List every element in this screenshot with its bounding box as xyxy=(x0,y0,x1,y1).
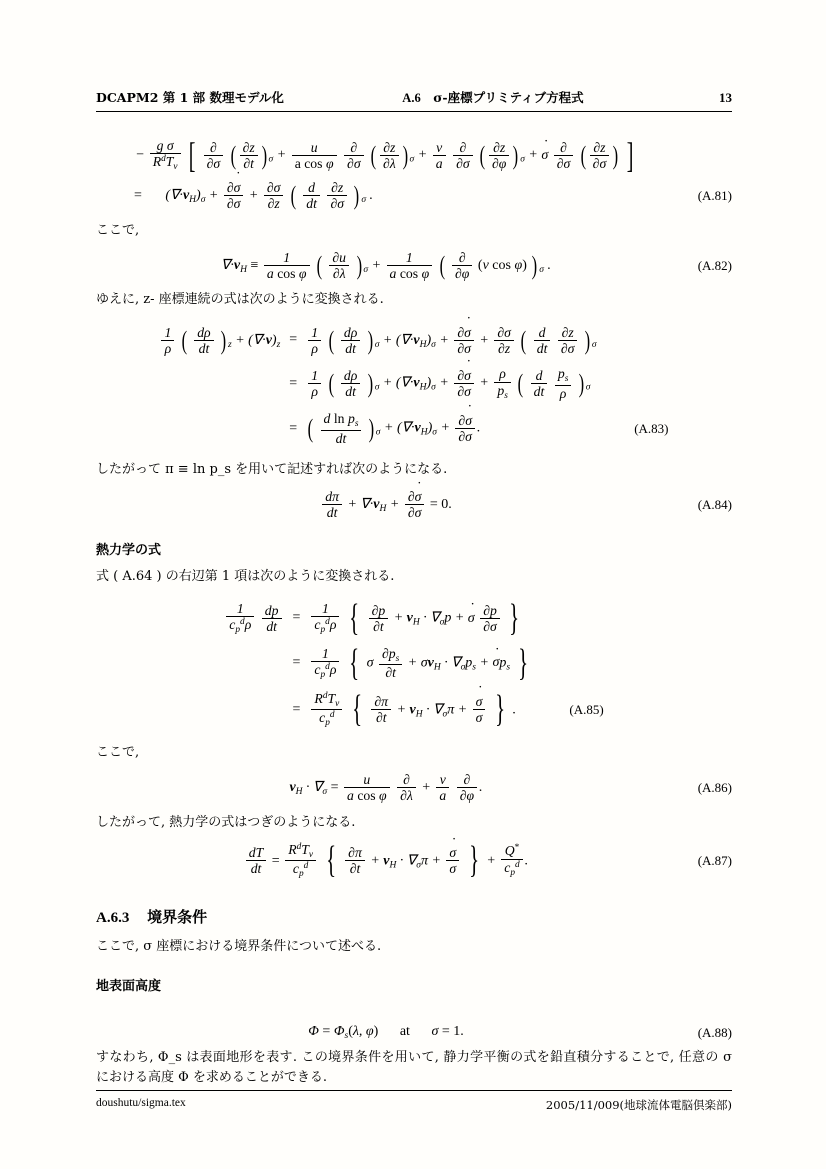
subheading-thermodynamics: 熱力学の式 xyxy=(96,542,162,558)
section-heading-title: 境界条件 xyxy=(147,907,208,926)
equation-tag-a85: (A.85) xyxy=(569,701,604,717)
paragraph-bc-intro: ここで, σ 座標における境界条件について述べる. xyxy=(96,938,382,954)
equation-a88: $\Phi = \Phi_s(\lambda$, φ) at σ = 1. (A.88) xyxy=(308,1024,732,1042)
header-section-title: σ-座標プリミティブ方程式 xyxy=(433,90,584,105)
header-section-number: A.6 xyxy=(402,91,421,105)
subheading-surface-height: 地表面高度 xyxy=(96,979,162,995)
equation-a85-line3: = $\frac{R^dT_v}{c_p^d}$ { $\frac{\partial\pi}{\partial t}$ + $v_H \cdot \nabla_\sigma\pi$ + $\frac{\sigma ˙}{\sigma}$ } . (A.85) xyxy=(224,686,603,734)
equation-tag-a86: (A.86) xyxy=(697,779,732,795)
equation-tag-a88: (A.88) xyxy=(697,1024,732,1040)
equation-tag-a81: (A.81) xyxy=(697,187,732,203)
equation-a81-line1: − $\frac{\text{g σ}}{R^dT_v}$ [ $\frac{\partial}{\partial\sigma}$ ( $\frac{\partial z}{\partial t}$ ) $_\sigma$ + $\frac{u}{\text{a cos φ}}$ $\frac{\partial}{\partial\sigma}$ ( $\frac{\partial z}{\partial\lambda}$ ) $_\sigma$ + $\frac{v}{a}$ $\frac{\partial}{\partial\sigma}$ ( $\frac{\partial z}{\partial\varphi}$ ) $_\sigma$ + σ ˙ $\frac{\partial}{\partial\sigma}$ ( $\frac{\partial z}{\partial\sigma}$ ) ] xyxy=(96,138,732,173)
page-footer xyxy=(96,1090,732,1113)
paragraph-a88-note: すなわち, Φ_s は表面地形を表す. この境界条件を用いて, 静力学平衡の式を鉛直積分することで, 任意の σ における高度 Φ を求めることができる. xyxy=(96,1050,732,1086)
paragraph-thus-thermo: したがって, 熱力学の式はつぎのようになる. xyxy=(96,814,356,830)
equation-tag-blank-2 xyxy=(597,361,669,406)
paragraph-thermo-intro: 式 ( A.64 ) の右辺第 1 項は次のように変換される. xyxy=(96,568,395,584)
equation-a82: $\nabla\cdot v_H$ ≡ $\frac{1}{\text{a cos φ}}$ ( $\frac{\partial u}{\partial\lambda}$ ) $_\sigma$ + $\frac{1}{\text{a cos φ}}$ ( $\frac{\partial}{\partial\varphi}$ (v cos φ) ) $_\sigma$ . (A.82) xyxy=(221,249,732,282)
equation-a81-block xyxy=(96,134,732,212)
equation-a83 xyxy=(159,320,668,451)
equation-tag-a83: (A.83) xyxy=(634,420,669,436)
running-header xyxy=(96,88,732,112)
paragraph-here-2: ここで, xyxy=(96,744,140,760)
page-content xyxy=(96,88,732,1097)
equation-tag-blank-4 xyxy=(532,641,604,686)
equation-tag-a87: (A.87) xyxy=(697,852,732,868)
equation-tag-a82: (A.82) xyxy=(697,257,732,273)
equation-tag-a84: (A.84) xyxy=(697,496,732,512)
section-heading-number: A.6.3 xyxy=(96,909,130,926)
section-heading-a63 xyxy=(96,906,732,927)
equation-a84: $\frac{d\pi}{dt}$ + $\nabla\cdot v_H$ + $\frac{\partial\sigma ˙}{\partial\sigma}$ = 0. (A.84) xyxy=(96,489,732,521)
equation-a83-line2: = $\frac{1}{\rho}$ ( $\frac{d\rho}{dt}$ ) $_\sigma + (\nabla\cdot v_H)_\sigma$ + $\frac{\partial\sigma ˙}{\partial\sigma}$ + $\frac{\rho}{p_s}$ ( $\frac{d}{dt}$ $\frac{p_s}{\rho}$ ) $_\sigma$ xyxy=(159,361,668,406)
paragraph-here-1: ここで, xyxy=(96,222,140,238)
footer-source-file: doushutu/sigma.tex xyxy=(96,1097,186,1109)
equation-tag-blank-3 xyxy=(532,596,604,641)
equation-a81-line2: = $(\nabla\cdot v_H)_\sigma$ + $\frac{\partial\sigma ˙}{\partial\sigma}$ + $\frac{\partial\sigma}{\partial z}$ ( $\frac{d}{dt}$ $\frac{\partial z}{\partial\sigma}$ ) $_\sigma$ . (A.81) xyxy=(96,180,732,212)
equation-a83-line3: = ( $\frac{d \ln p_s}{dt}$ ) $_\sigma + (\nabla\cdot v_H)_\sigma$ + $\frac{\partial\sigma ˙}{\partial\sigma}$ . (A.83) xyxy=(159,406,668,451)
equation-a83-line1: $\frac{1}{\rho}$ ( $\frac{d\rho}{dt}$ ) $_z + (\nabla\cdot v)_z$ = $\frac{1}{\rho}$ ( $\frac{d\rho}{dt}$ ) $_\sigma + (\nabla\cdot v_H)_\sigma$ + $\frac{\partial\sigma ˙}{\partial\sigma}$ + $\frac{\partial\sigma}{\partial z}$ ( $\frac{d}{dt}$ $\frac{\partial z}{\partial\sigma}$ ) $_\sigma$ xyxy=(159,320,668,362)
equation-tag-blank-1 xyxy=(597,320,669,362)
equation-a85 xyxy=(224,596,603,734)
page-number: 13 xyxy=(719,90,732,105)
equation-a85-line1: $\frac{1}{c_p^d\rho}$ $\frac{dp}{dt}$ = $\frac{1}{c_p^d\rho}$ { $\frac{\partial p}{\partial t}$ + $v_H \cdot \nabla_\sigma p + \sigma$ ˙ $\frac{\partial p}{\partial\sigma}$ } xyxy=(224,596,603,641)
paragraph-thus-pi xyxy=(96,460,732,480)
header-left-title: DCAPM2 第 1 部 数理モデル化 xyxy=(96,90,284,105)
equation-a87: $\frac{dT}{dt}$ = $\frac{R^dT_v}{c_p^d}$ { $\frac{\partial\pi}{\partial t}$ + $v_H \cdot \nabla_\sigma\pi$ + $\frac{\sigma ˙}{\sigma}$ } + $\frac{Q^*}{c_p^d}$ . (A.87) xyxy=(96,842,732,880)
paragraph-therefore-z: ゆえに, z- 座標連続の式は次のように変換される. xyxy=(96,292,384,308)
equation-a86: $v_H \cdot \nabla_\sigma$ = $\frac{u}{\text{a cos φ}}$ $\frac{\partial}{\partial\lambda}$ + $\frac{v}{a}$ $\frac{\partial}{\partial\varphi}$ . (A.86) xyxy=(289,771,732,804)
equation-a85-line2: = $\frac{1}{c_p^d\rho}$ { σ $\frac{\partial p_s}{\partial t}$ + $\sigma v_H \cdot \nabla_\sigma p_s + \sigma$ $˙p_s$ } xyxy=(224,641,603,686)
paragraph-thus-pi-text: したがって π ≡ ln p_s を用いて記述すれば次のようになる. xyxy=(96,461,448,477)
footer-date-org: 2005/11/009(地球流体電脳倶楽部) xyxy=(545,1098,732,1112)
header-section xyxy=(284,88,702,106)
